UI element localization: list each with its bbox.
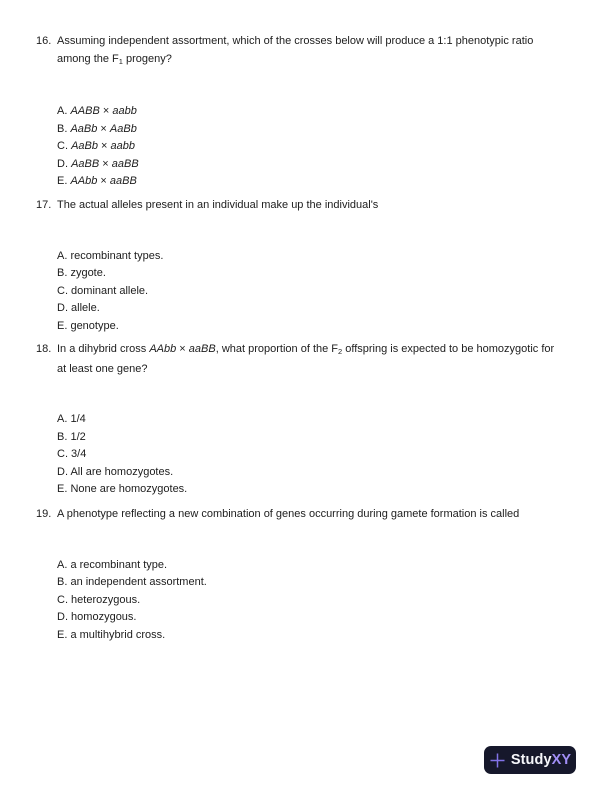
question-number: 17.	[36, 199, 52, 211]
option-b: B. 1/2	[57, 430, 86, 443]
plus-icon	[489, 752, 506, 769]
option-c: C. AaBb × aabb	[57, 140, 136, 152]
options-list	[57, 248, 577, 336]
question-16	[36, 33, 562, 191]
question-text: A phenotype reflecting a new combination of genes occurring during gamete formation is called	[57, 508, 520, 520]
question-number: 16.	[36, 35, 52, 47]
option-b: B. AaBb × AaBb	[57, 122, 137, 135]
logo-text	[511, 753, 571, 768]
options-list	[57, 411, 562, 499]
studyxy-logo	[484, 746, 576, 774]
question-19-head	[36, 506, 597, 524]
option-e: E. None are homozygotes.	[57, 483, 188, 495]
option-c: C. heterozygous.	[57, 593, 141, 606]
question-18-head	[36, 341, 562, 378]
option-b: B. an independent assortment.	[57, 576, 207, 588]
option-d: D. allele.	[57, 302, 100, 314]
question-18	[36, 341, 562, 499]
option-c: C. 3/4	[57, 448, 87, 460]
options-list	[57, 557, 597, 645]
options-list	[57, 103, 562, 191]
question-text: Assuming independent assortment, which of the crosses below will produce a 1:1 phenotypic ratio among the $F_1$ progeny?	[57, 35, 534, 66]
question-number: 19.	[36, 508, 52, 520]
question-16-head	[36, 33, 562, 70]
option-c: C. dominant allele.	[57, 284, 149, 297]
option-a: A. AABB × aabb	[57, 105, 137, 117]
logo-brand-primary: Study	[510, 751, 552, 768]
option-d: D. homozygous.	[57, 611, 137, 623]
logo-brand-accent: XY	[551, 751, 572, 768]
option-d: D. All are homozygotes.	[57, 465, 174, 478]
question-number: 18.	[36, 343, 52, 355]
question-17	[36, 197, 577, 335]
question-17-head	[36, 197, 577, 215]
question-19	[36, 506, 597, 644]
option-e: E. a multihybrid cross.	[57, 628, 166, 641]
option-b: B. zygote.	[57, 267, 106, 279]
question-text: In a dihybrid cross AAbb × aaBB, what proportion of the $F_2$ offspring is expected to be homozygotic for at least one gene?	[57, 343, 555, 375]
option-e: E. genotype.	[57, 319, 119, 332]
option-e: E. AAbb × aaBB	[57, 175, 137, 187]
option-a: A. a recombinant type.	[57, 558, 168, 571]
option-d: D. AaBB × aaBB	[57, 157, 139, 170]
option-a: A. recombinant types.	[57, 249, 164, 262]
option-a: A. 1/4	[57, 413, 86, 425]
question-text: The actual alleles present in an individual make up the individual's	[57, 199, 379, 211]
